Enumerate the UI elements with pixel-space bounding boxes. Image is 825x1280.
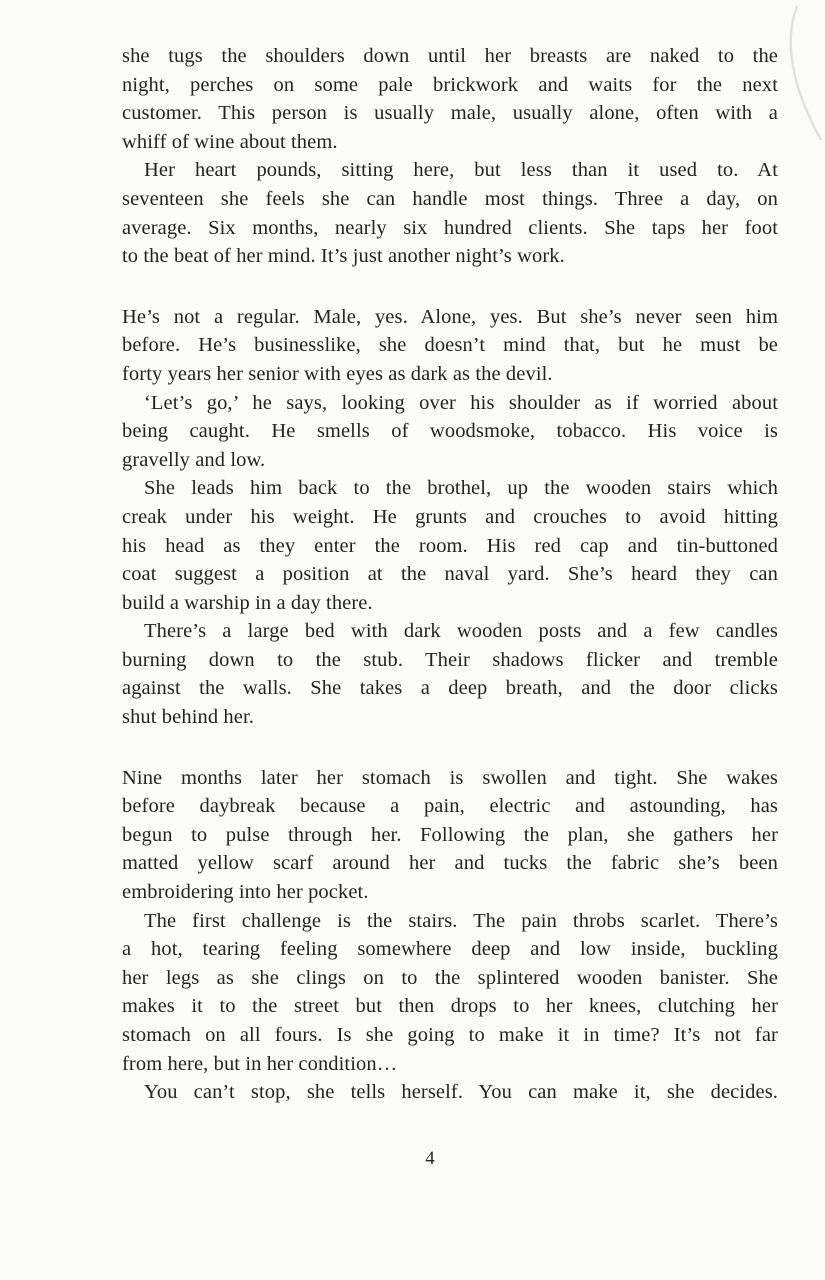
text-line: her legs as she clings on to the splintered wooden banister. She xyxy=(122,966,778,989)
text-line: stomach on all fours. Is she going to make it in time? It’s not far xyxy=(122,1024,778,1046)
text-line: before daybreak because a pain, electric and astounding, has xyxy=(122,795,778,818)
paragraph xyxy=(122,42,778,156)
text-line: a hot, tearing feeling somewhere deep and low inside, buckling xyxy=(122,938,778,961)
text-line: shut behind her. xyxy=(122,706,254,729)
text-line: seventeen she feels she can handle most things. Three a day, on xyxy=(122,187,778,210)
paragraph xyxy=(122,1078,778,1107)
text-line: against the walls. She takes a deep breath, and the door clicks xyxy=(122,677,778,700)
page-number: 4 xyxy=(425,1148,435,1169)
text-line: Her heart pounds, sitting here, but less than it used to. At xyxy=(144,159,778,182)
page-section xyxy=(122,303,778,732)
text-line: to the beat of her mind. It’s just another night’s work. xyxy=(122,245,565,268)
text-line: build a warship in a day there. xyxy=(122,591,373,614)
text-line: she tugs the shoulders down until her breasts are naked to the xyxy=(122,45,778,67)
paragraph xyxy=(122,907,778,1079)
text-line: Nine months later her stomach is swollen and tight. She wakes xyxy=(122,766,778,789)
text-line: matted yellow scarf around her and tucks the fabric she’s been xyxy=(122,852,778,875)
page-section xyxy=(122,764,778,1107)
text-line: There’s a large bed with dark wooden posts and a few candles xyxy=(144,620,778,643)
paragraph xyxy=(122,156,778,270)
text-line: whiff of wine about them. xyxy=(122,130,338,153)
paragraph xyxy=(122,617,778,731)
text-line: customer. This person is usually male, usually alone, often with a xyxy=(122,102,778,125)
text-line: The first challenge is the stairs. The pain throbs scarlet. There’s xyxy=(144,909,778,932)
text-line: embroidering into her pocket. xyxy=(122,881,369,904)
text-line: average. Six months, nearly six hundred clients. She taps her foot xyxy=(122,216,778,239)
text-block xyxy=(122,42,778,1107)
paragraph xyxy=(122,389,778,475)
text-line: makes it to the street but then drops to her knees, clutching her xyxy=(122,995,778,1018)
text-line: ‘Let’s go,’ he says, looking over his shoulder as if worried about xyxy=(144,391,778,414)
text-line: his head as they enter the room. His red cap and tin-buttoned xyxy=(122,534,778,557)
paragraph xyxy=(122,303,778,389)
text-line: coat suggest a position at the naval yard. She’s heard they can xyxy=(122,563,778,586)
text-line: You can’t stop, she tells herself. You can make it, she decides. xyxy=(144,1081,778,1104)
page-section xyxy=(122,42,778,271)
text-line: gravelly and low. xyxy=(122,448,266,471)
text-line: before. He’s businesslike, she doesn’t mind that, but he must be xyxy=(122,334,778,357)
text-line: She leads him back to the brothel, up the wooden stairs which xyxy=(144,477,778,500)
paragraph xyxy=(122,764,778,907)
text-line: burning down to the stub. Their shadows flicker and tremble xyxy=(122,648,778,671)
text-line: being caught. He smells of woodsmoke, tobacco. His voice is xyxy=(122,420,778,443)
text-line: night, perches on some pale brickwork and waits for the next xyxy=(122,73,778,96)
text-line: from here, but in her condition… xyxy=(122,1052,398,1075)
text-line: forty years her senior with eyes as dark as the devil. xyxy=(122,362,553,385)
text-line: He’s not a regular. Male, yes. Alone, yes. But she’s never seen him xyxy=(122,305,778,328)
paragraph xyxy=(122,474,778,617)
text-line: begun to pulse through her. Following the plan, she gathers her xyxy=(122,823,778,846)
text-line: creak under his weight. He grunts and crouches to avoid hitting xyxy=(122,505,778,528)
